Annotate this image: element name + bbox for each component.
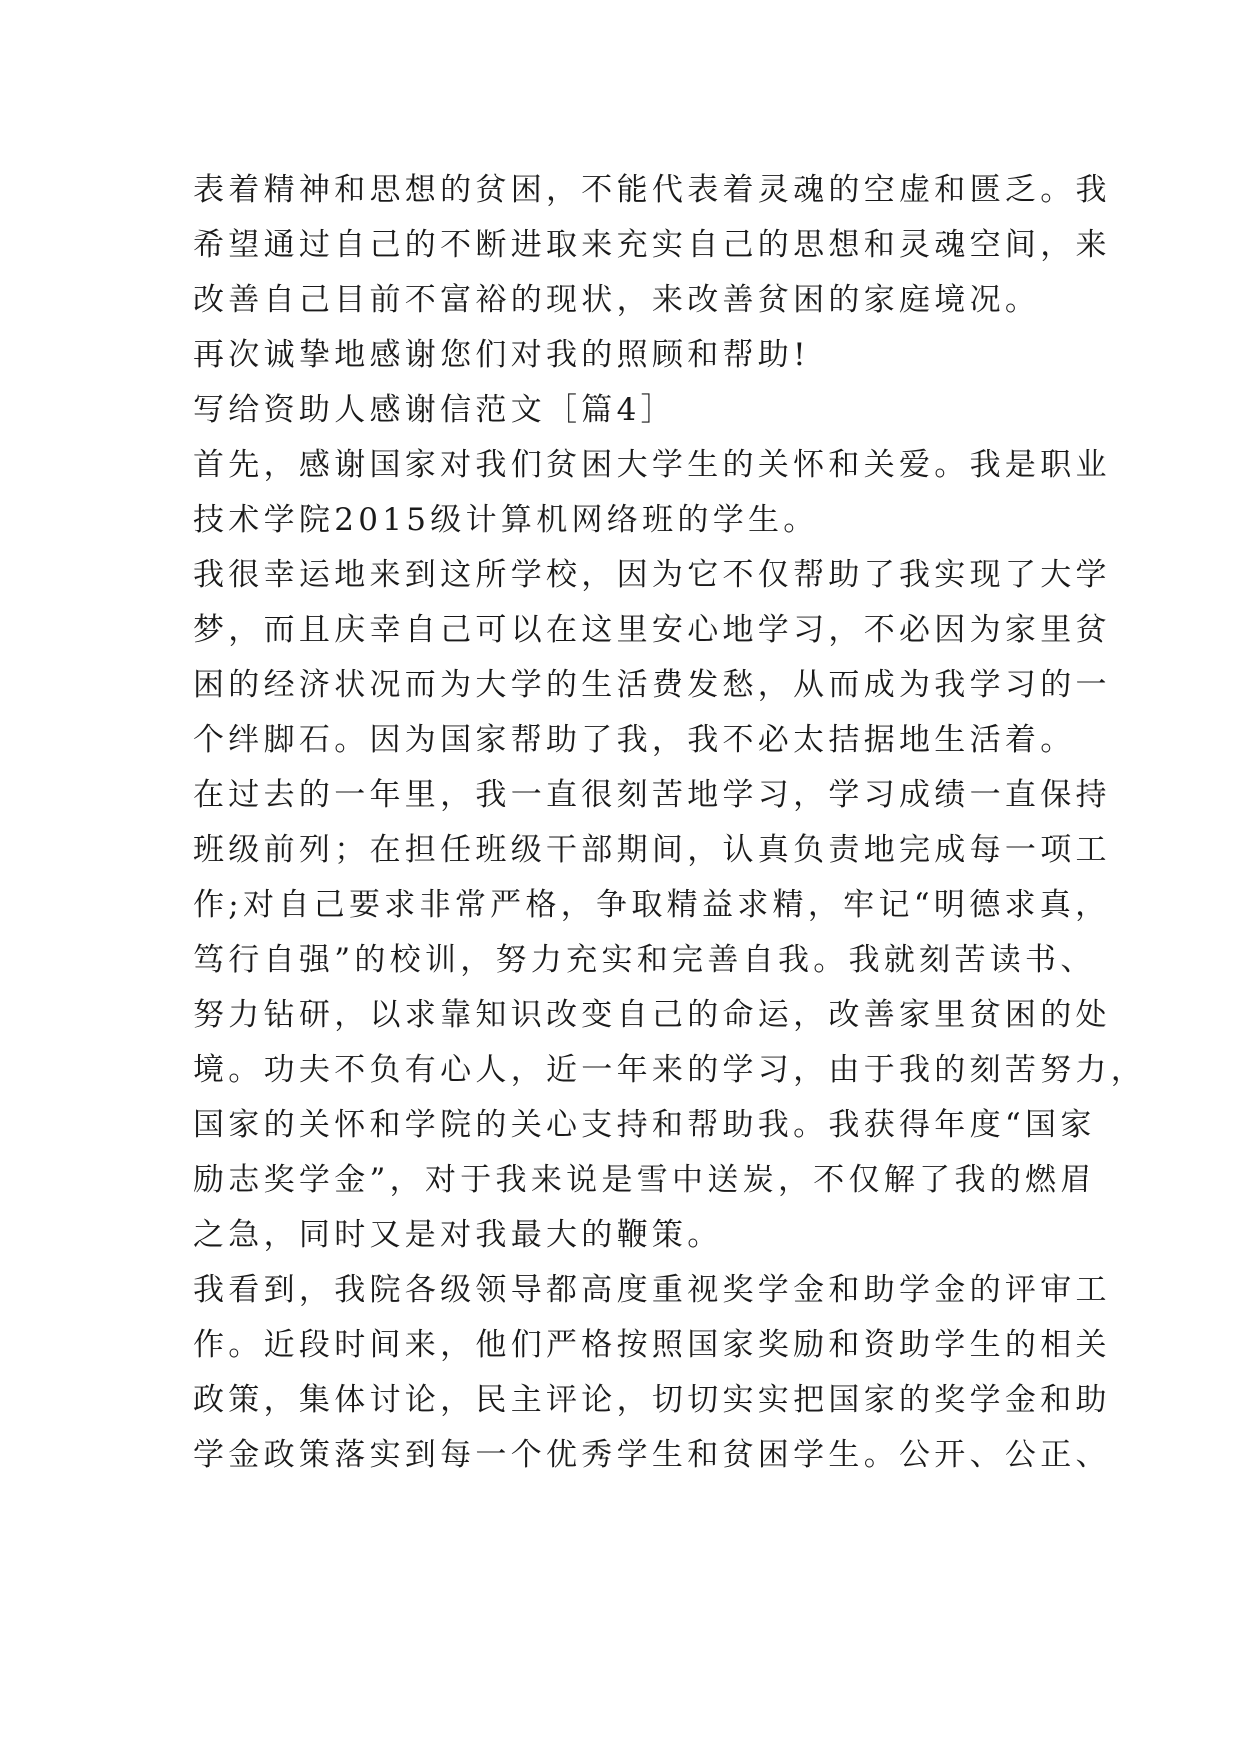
section-heading: 写给资助人感谢信范文［篇4］ (193, 392, 676, 428)
text-line: 表着精神和思想的贫困，不能代表着灵魂的空虚和匮乏。我 (193, 172, 1111, 208)
text-line: 我很幸运地来到这所学校，因为它不仅帮助了我实现了大学 (193, 557, 1111, 593)
text-line: 个绊脚石。因为国家帮助了我，我不必太拮据地生活着。 (193, 722, 1076, 758)
text-line: 再次诚挚地感谢您们对我的照顾和帮助! (193, 337, 810, 373)
text-line: 笃行自强”的校训，努力充实和完善自我。我就刻苦读书、 (193, 942, 1096, 978)
text-line: 努力钻研，以求靠知识改变自己的命运，改善家里贫困的处 (193, 997, 1111, 1033)
text-line: 我看到，我院各级领导都高度重视奖学金和助学金的评审工 (193, 1272, 1111, 1308)
text-line: 政策，集体讨论，民主评论，切切实实把国家的奖学金和助 (193, 1382, 1111, 1418)
text-line: 作。近段时间来，他们严格按照国家奖励和资助学生的相关 (193, 1327, 1111, 1363)
text-line: 困的经济状况而为大学的生活费发愁，从而成为我学习的一 (193, 667, 1111, 703)
text-line: 技术学院2015级计算机网络班的学生。 (193, 502, 819, 538)
text-line: 在过去的一年里，我一直很刻苦地学习，学习成绩一直保持 (193, 777, 1111, 813)
text-line: 学金政策落实到每一个优秀学生和贫困学生。公开、公正、 (193, 1437, 1111, 1473)
text-line: 梦，而且庆幸自己可以在这里安心地学习，不必因为家里贫 (193, 612, 1111, 648)
text-line: 之急，同时又是对我最大的鞭策。 (193, 1217, 723, 1253)
text-line: 境。功夫不负有心人，近一年来的学习，由于我的刻苦努力， (193, 1052, 1147, 1088)
text-line: 希望通过自己的不断进取来充实自己的思想和灵魂空间，来 (193, 227, 1111, 263)
text-line: 改善自己目前不富裕的现状，来改善贫困的家庭境况。 (193, 282, 1041, 318)
text-line: 国家的关怀和学院的关心支持和帮助我。我获得年度“国家 (193, 1107, 1096, 1143)
text-line: 班级前列；在担任班级干部期间，认真负责地完成每一项工 (193, 832, 1111, 868)
text-line: 作;对自己要求非常严格，争取精益求精，牢记“明德求真， (193, 887, 1111, 923)
text-line: 励志奖学金”，对于我来说是雪中送炭，不仅解了我的燃眉 (193, 1162, 1096, 1198)
text-line: 首先，感谢国家对我们贫困大学生的关怀和关爱。我是职业 (193, 447, 1111, 483)
